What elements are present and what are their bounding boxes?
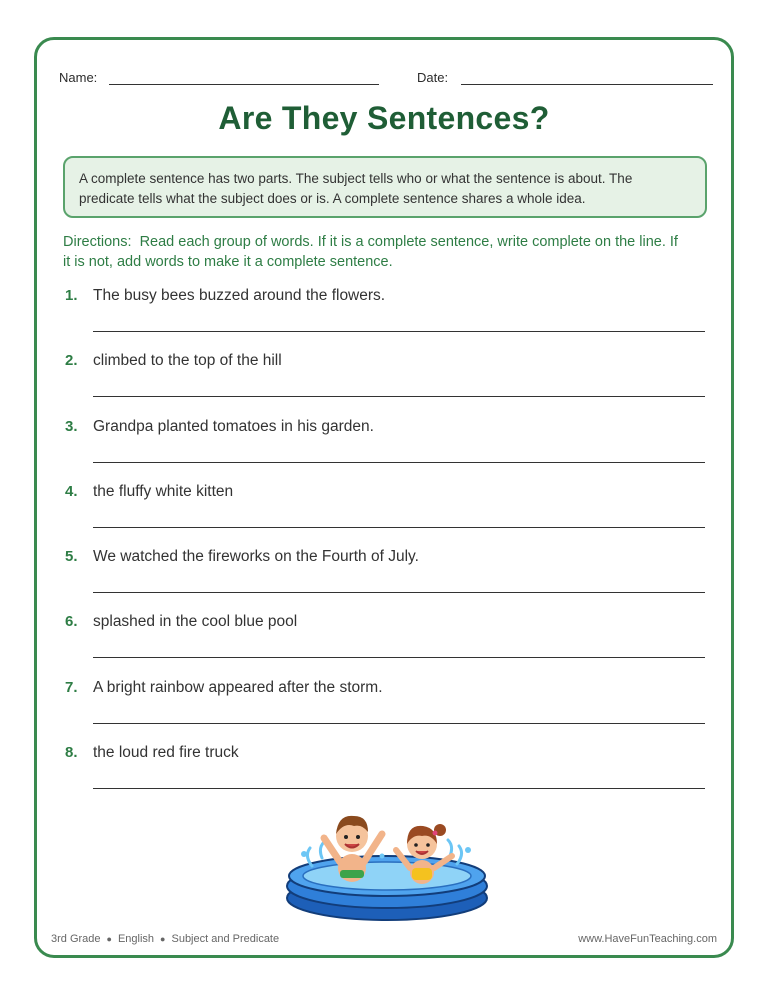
question-item xyxy=(63,613,707,678)
question-item xyxy=(63,483,707,548)
answer-line[interactable] xyxy=(93,657,705,658)
question-item xyxy=(63,418,707,483)
question-item xyxy=(63,352,707,417)
question-text: We watched the fireworks on the Fourth of July. xyxy=(93,548,419,566)
footer-tags xyxy=(51,933,279,945)
footer-topic: Subject and Predicate xyxy=(171,933,280,945)
question-number: 2. xyxy=(65,352,78,370)
footer xyxy=(51,933,717,949)
answer-line[interactable] xyxy=(93,788,705,789)
question-item xyxy=(63,287,707,352)
name-line[interactable] xyxy=(109,84,379,85)
info-text: A complete sentence has two parts. The subject tells who or what the sentence is about. The predicate tells what the subject does or is. A complete sentence shares a whole idea. xyxy=(79,171,633,206)
question-text: A bright rainbow appeared after the storm. xyxy=(93,678,383,696)
footer-site[interactable]: www.HaveFunTeaching.com xyxy=(578,933,717,945)
question-number: 6. xyxy=(65,613,78,631)
answer-line[interactable] xyxy=(93,592,705,593)
bullet-icon: ● xyxy=(106,934,112,944)
directions-text: Read each group of words. If it is a complete sentence, write complete on the line. If it is not, add words to make it a complete sentence. xyxy=(63,234,678,270)
question-text: the fluffy white kitten xyxy=(93,482,234,500)
question-number: 8. xyxy=(65,744,78,762)
question-number: 5. xyxy=(65,548,78,566)
question-text: climbed to the top of the hill xyxy=(93,352,282,370)
answer-line[interactable] xyxy=(93,462,705,463)
kids-in-pool-illustration xyxy=(282,806,492,922)
answer-line[interactable] xyxy=(93,396,705,397)
date-label: Date: xyxy=(417,70,449,85)
question-text: splashed in the cool blue pool xyxy=(93,613,298,631)
directions-label: Directions: xyxy=(63,234,132,250)
question-text: Grandpa planted tomatoes in his garden. xyxy=(93,417,374,435)
name-date-row xyxy=(59,70,709,90)
question-number: 7. xyxy=(65,678,78,696)
question-number: 4. xyxy=(65,482,78,500)
bullet-icon: ● xyxy=(160,934,166,944)
question-text: The busy bees buzzed around the flowers. xyxy=(93,287,386,304)
question-item xyxy=(63,679,707,744)
answer-line[interactable] xyxy=(93,723,705,724)
name-label: Name: xyxy=(59,70,98,85)
question-list xyxy=(63,287,707,809)
worksheet-frame xyxy=(34,37,734,958)
page-title: Are They Sentences? xyxy=(218,100,550,136)
footer-subject: English xyxy=(117,933,155,945)
footer-grade: 3rd Grade xyxy=(51,933,101,945)
question-text: the loud red fire truck xyxy=(93,744,239,762)
question-number: 3. xyxy=(65,417,78,435)
date-line[interactable] xyxy=(461,84,713,85)
answer-line[interactable] xyxy=(93,331,705,332)
directions xyxy=(63,232,683,272)
question-item xyxy=(63,548,707,613)
info-box xyxy=(63,156,707,218)
question-item xyxy=(63,744,707,809)
question-number: 1. xyxy=(65,287,78,304)
answer-line[interactable] xyxy=(93,527,705,528)
